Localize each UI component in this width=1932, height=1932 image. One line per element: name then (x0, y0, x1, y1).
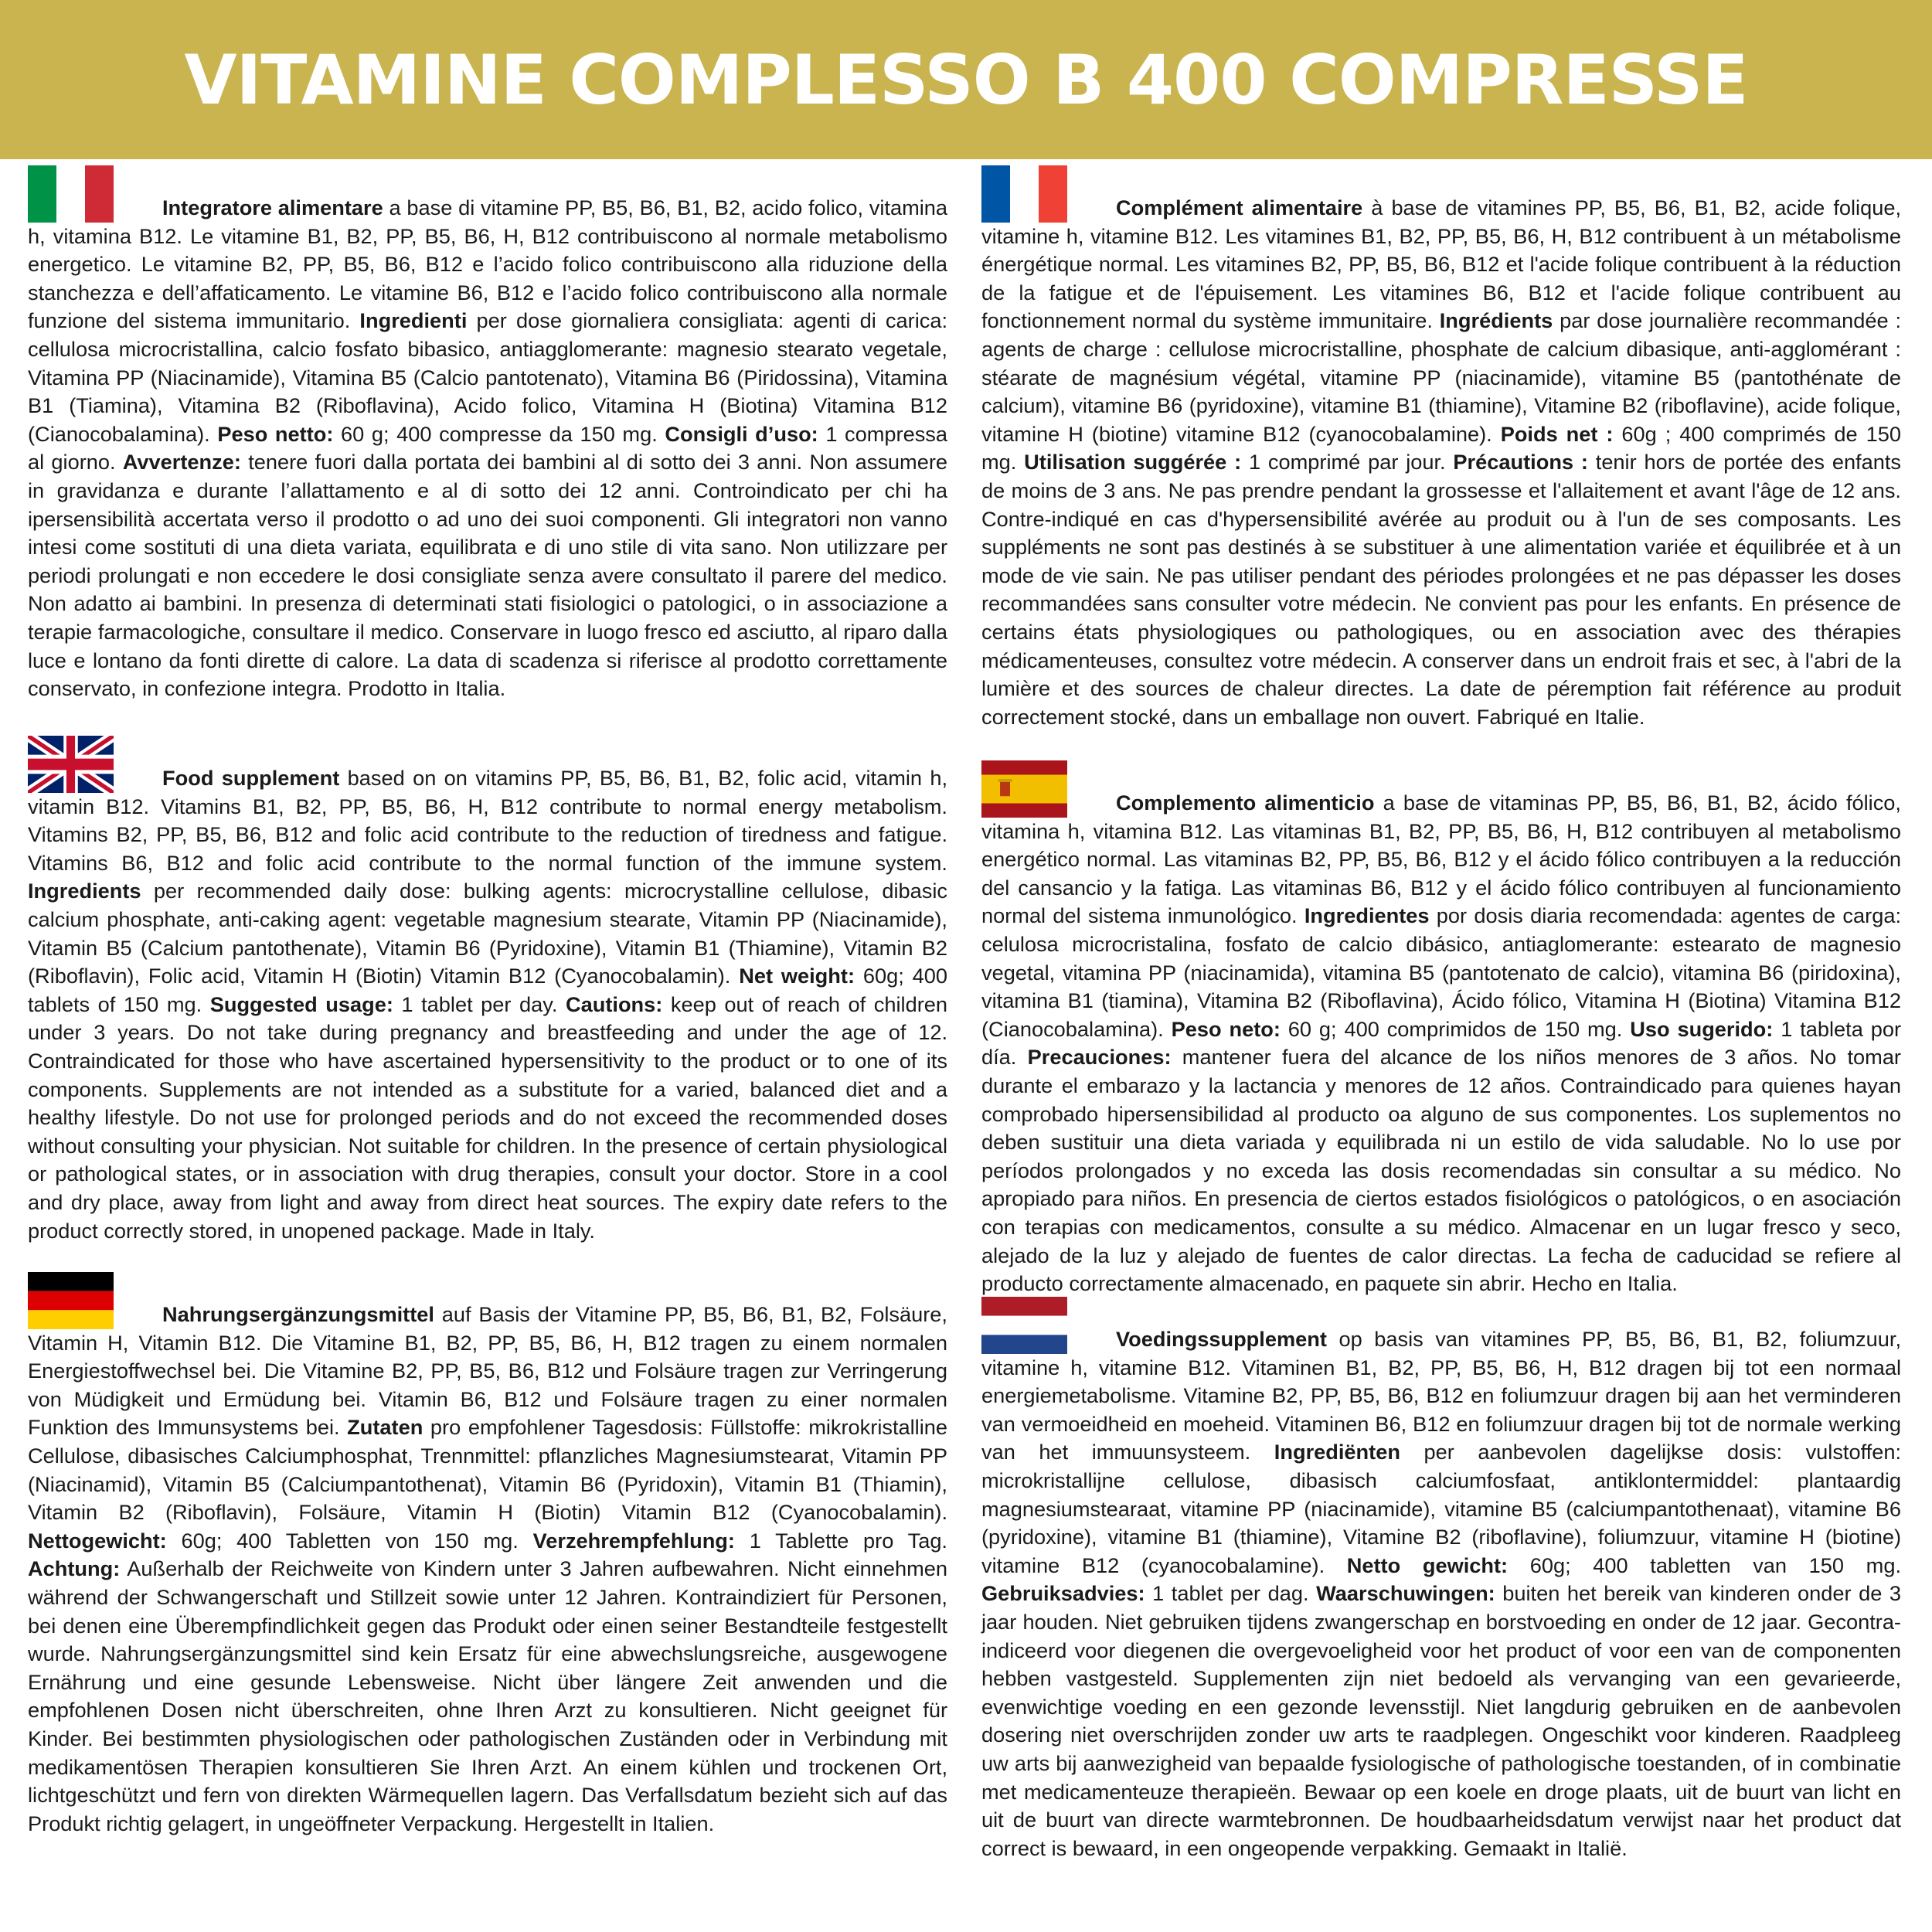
body-text: tenere fuori dalla portata dei bambini al di sotto dei 3 anni. Non assumere in gravidanza e durante l’allattamento e al di sotto dei 12 anni. Controindicato per chi ha ipersensibilità accertata verso il prodotto o ad uno dei suoi componenti. Gli integratori non vanno intesi come sostituti di una dieta variata, equilibrata e di uno stile di vita sano. Non utilizzare per periodi prolungati e non eccedere le dosi consigliate senza avere consultato il parere del medico. Non adatto ai bambini. In presenza di determinati stati fisiologici o patologici, o in associazione a terapie farmacologiche, consultare il medico. Conservare in luogo fresco ed asciutto, al riparo dalla luce e lontano da fonti dirette di calore. La data di scadenza si riferisce al prodotto correttamente conservato, in confezione integra. Prodotto in Italia. (28, 450, 947, 701)
germany-flag-icon (28, 1272, 114, 1329)
section-german (28, 1272, 947, 1838)
bold-heading: Waarschuwingen: (1316, 1581, 1495, 1606)
italian-text (28, 165, 947, 703)
bold-heading: Integratore alimentare (162, 196, 383, 219)
body-text: 1 tablet per day. (393, 992, 566, 1016)
bold-heading: Complément alimentaire (1116, 196, 1363, 219)
netherlands-flag-icon (981, 1297, 1067, 1354)
dutch-text (981, 1297, 1901, 1862)
spain-flag-icon (981, 760, 1067, 818)
body-text: auf Basis der Vitamine PP, B5, B6, B1, B2, Folsäure, Vitamin H, Vitamin B12. Die Vitamine B1, B2, PP, B5, B6, H, B12 tragen zu einem normalen Energiestoffwechsel bei. Die Vitamine B2, PP, B5, B6, B12 und Folsäure tragen zur Verringerung von Müdigkeit und Ermüdung bei. Vitamin B6, B12 und Folsäure tragen zu einer normalen Funktion des Immunsystems bei. (28, 1302, 947, 1440)
body-text: 1 comprimé par jour. (1241, 450, 1454, 474)
bold-heading: Poids net : (1500, 421, 1614, 446)
body-text: à base de vitamines PP, B5, B6, B1, B2, acide folique, vitamine h, vitamine B12. Les vitamines B1, B2, PP, B5, B6, H, B12 contribuent à un métabolisme énergétique normal. Les vitamines B2, PP, B5, B6, B12 et l'acide folique contribuent à la réduction de la fatigue et de l'épuisement. Les vitamines B6, B12 et l'acide folique contribuent au fonctionnement normal du système immunitaire. (981, 196, 1901, 333)
bold-heading: Peso neto: (1171, 1016, 1281, 1041)
body-text: based on on vitamins PP, B5, B6, B1, B2, folic acid, vitamin h, vitamin B12. Vitamins B1, B2, PP, B5, B6, H, B12 contribute to normal energy metabolism. Vitamins B2, PP, B5, B6, B12 and folic acid contribute to the reduction of tiredness and fatigue. Vitamins B6, B12 and folic acid contribute to the normal function of the immune system. (28, 766, 948, 875)
body-text: Außerhalb der Reichweite von Kindern unter 3 Jahren aufbewahren. Nicht einnehmen während der Schwangerschaft und Stillzeit sowie unter 12 Jahren. Kontraindiziert für Personen, bei denen eine Überempfindlichkeit gegen das Produkt oder einen seiner Bestandteile festgestellt wurde. Nahrungsergänzungsmittel sind kein Ersatz für eine abwechslungsreiche, ausgewogene Ernährung und eine gesunde Lebensweise. Nicht über längere Zeit anwenden und die empfohlenen Dosen nicht überschreiten, ohne Ihren Arzt zu konsultieren. Nicht geeignet für Kinder. Bei bestimmten physiologischen oder pathologischen Zuständen oder in Verbindung mit medikamentösen Therapien konsultieren Sie Ihren Arzt. An einem kühlen und trockenen Ort, lichtgeschützt und fern von direkten Wärmequellen lagern. Das Verfallsdatum bezieht sich auf das Produkt richtig gelagert, in ungeöffneter Verpackung. Hergestellt in Italien. (28, 1556, 947, 1835)
body-text: 60g; 400 Tabletten von 150 mg. (166, 1528, 533, 1553)
bold-heading: Utilisation suggérée : (1024, 450, 1242, 474)
body-text: tenir hors de portée des enfants de moins de 3 ans. Ne pas prendre pendant la grossesse et l'allaitement et avant l'âge de 12 ans. Contre-indiqué en cas d'hypersensibilité avérée au produit ou à l'un de ses composants. Les suppléments ne sont pas destinés à se substituer à une alimentation variée et équilibrée et à un mode de vie sain. Ne pas utiliser pendant des périodes prolongées et ne pas dépasser les doses recommandées sans consulter votre médecin. Ne convient pas pour les enfants. En présence de certains états physiologiques ou pathologiques, ou en association avec des thérapies médicamenteuses, consultez votre médecin. A conserver dans un endroit frais et sec, à l'abri de la lumière et des sources de chaleur directes. La date de péremption fait référence au produit correctement stocké, dans un emballage non ouvert. Fabriqué en Italie. (981, 450, 1902, 729)
body-text: 60g ; 400 comprimés de 150 mg. (981, 421, 1901, 474)
bold-heading: Ingredients (28, 879, 141, 903)
body-text: por dosis diaria recomendada: agentes de carga: celulosa microcristalina, fosfato de calcio dibásico, antiaglomerante: estearato de magnesio vegetal, vitamina PP (niacinamida), vitamina B5 (pantotenato de calcio), vitamina B6 (piridoxina), vitamina B1 (tiamina), Vitamina B2 (Riboflavina), Ácido fólico, Vitamina H (Biotina) Vitamina B12 (Cianocobalamina). (981, 903, 1901, 1041)
body-text: pro empfohlener Tagesdosis: Füllstoffe: mikrokristalline Cellulose, dibasisches Calciumphosphat, Trennmittel: pflanzliches Magnesiumstearat, Vitamin PP (Niacinamid), Vitamin B5 (Calciumpantothenat), Vitamin B6 (Pyridoxin), Vitamin B1 (Thiamin), Vitamin B2 (Riboflavin), Folsäure, Vitamin H (Biotin) Vitamin B12 (Cyanocobalamin). (28, 1415, 947, 1525)
body-text: per dose giornaliera consigliata: agenti di carica: cellulosa microcristallina, calcio fosfato bibasico, antiagglomerante: magnesio stearato vegetale, Vitamina PP (Niacinamide), Vitamina B5 (Calcio pantotenato), Vitamina B6 (Piridossina), Vitamina B1 (Tiamina), Vitamina B2 (Riboflavina), Acido folico, Vitamina H (Biotina) Vitamina B12 (Cianocobalamina). (28, 308, 947, 446)
page-title: VITAMINE COMPLESSO B 400 COMPRESSE (184, 39, 1748, 120)
uk-flag-icon (28, 736, 114, 793)
body-text: op basis van vitamines PP, B5, B6, B1, B2, foliumzuur, vitamine h, vitamine B12. Vitaminen B1, B2, PP, B5, B6, H, B12 dragen bij tot een normaal energiemetabolisme. Vitamine B2, PP, B5, B6, B12 en foliumzuur dragen bij aan het verminderen van vermoeidheid en moeheid. Vitaminen B6, B12 en foliumzuur dragen bij tot de normale werking van het immuunsysteem. (981, 1327, 1901, 1464)
body-text: 1 Tablette pro Tag. (734, 1528, 947, 1553)
bold-heading: Suggested usage: (209, 992, 393, 1016)
body-text: keep out of reach of children under 3 years. Do not take during pregnancy and breastfeeding and under the age of 12. Contraindicated for those who have ascertained hypersensitivity to the product or to one of its components. Supplements are not intended as a substitute for a varied, balanced diet and a healthy lifestyle. Do not use for prolonged periods and do not exceed the recommended doses without consulting your physician. Not suitable for children. In the presence of certain physiological or pathological states, or in association with drug therapies, consult your doctor. Store in a cool and dry place, away from light and away from direct heat sources. The expiry date refers to the product correctly stored, in unopened package. Made in Italy. (28, 992, 947, 1243)
body-text: per aanbevolen dagelijkse dosis: vulstoffen: microkristallijne cellulose, dibasisch calciumfosfaat, antiklontermiddel: plantaardig magnesiumstearaat, vitamine PP (niacinamide), vitamine B5 (calciumpantothenaat), vitamine B6 (pyridoxine), vitamine B1 (thiamine), Vitamine B2 (riboflavine), foliumzuur, vitamine H (biotine) vitamine B12 (cyanocobalamine). (981, 1440, 1901, 1577)
bold-heading: Nahrungsergänzungsmittel (162, 1302, 434, 1326)
bold-heading: Voedingssupplement (1116, 1327, 1327, 1351)
german-text (28, 1272, 947, 1838)
bold-heading: Nettogewicht: (28, 1528, 167, 1553)
bold-heading: Achtung: (28, 1556, 121, 1581)
bold-heading: Ingrediënten (1274, 1440, 1400, 1464)
bold-heading: Food supplement (162, 766, 340, 790)
body-text: 60g; 400 tabletten van 150 mg. (1508, 1553, 1901, 1577)
bold-heading: Ingredientes (1304, 903, 1430, 928)
bold-heading: Complemento alimenticio (1116, 791, 1375, 815)
spanish-text (981, 760, 1901, 1298)
bold-heading: Peso netto: (217, 421, 334, 446)
bold-heading: Net weight: (739, 964, 855, 988)
section-french (981, 165, 1901, 760)
body-text: 1 tablet per dag. (1145, 1581, 1317, 1606)
body-text: par dose journalière recommandée : agents de charge : cellulose microcristalline, phosphate de calcium dibasique, anti-agglomérant : stéarate de magnésium végétal, vitamine PP (niacinamide), vitamine B5 (pantothénate de calcium), vitamine B6 (pyridoxine), vitamine B1 (thiamine), Vitamine B2 (riboflavine), acide folique, vitamine H (biotine) vitamine B12 (cyanocobalamine). (981, 308, 1902, 446)
bold-heading: Ingrédients (1439, 308, 1553, 333)
bold-heading: Avvertenze: (122, 450, 241, 474)
body-text: a base di vitamine PP, B5, B6, B1, B2, acido folico, vitamina h, vitamina B12. Le vitamine B1, B2, PP, B5, B6, H, B12 contribuiscono al normale metabolismo energetico. Le vitamine B2, PP, B5, B6, B12 e l’acido folico contribuiscono alla riduzione della stanchezza e dell’affaticamento. Le vitamine B6, B12 e l’acido folico contribuiscono alla normale funzione del sistema immunitario. (28, 196, 948, 333)
bold-heading: Cautions: (565, 992, 663, 1016)
section-italian (28, 165, 947, 736)
body-text: a base de vitaminas PP, B5, B6, B1, B2, ácido fólico, vitamina h, vitamina B12. Las vitaminas B1, B2, PP, B5, B6, H, B12 contribuyen al metabolismo energético normal. Las vitaminas B2, PP, B5, B6, B12 y el ácido fólico contribuyen a la reducción del cansancio y la fatiga. Las vitaminas B6, B12 y el ácido fólico contribuyen al funcionamiento normal del sistema inmunológico. (981, 791, 1901, 928)
body-text: mantener fuera del alcance de los niños menores de 3 años. No tomar durante el embarazo y la lactancia y menores de 12 años. Contraindicado para quienes hayan comprobado hipersensibilidad al producto oa alguno de sus componentes. Los suplementos no deben sustituir una dieta variada y equilibrada ni un estilo de vida saludable. No lo use por períodos prolongados y no exceda las dosis recomendadas sin consultar a su médico. No apropiado para niños. En presencia de ciertos estados fisiológicos o patológicos, o en asociación con terapias con medicamentos, consulte a su médico. Almacenar en un lugar fresco y seco, alejado de la luz y alejado de fuentes de calor directas. La fecha de caducidad se refiere al producto correctamente almacenado, en paquete sin abrir. Hecho en Italia. (981, 1045, 1901, 1296)
bold-heading: Consigli d’uso: (665, 421, 818, 446)
italy-flag-icon (28, 165, 114, 223)
section-english (28, 736, 947, 1272)
body-text: 60g; 400 tablets of 150 mg. (28, 964, 948, 1016)
bold-heading: Précautions : (1453, 450, 1588, 474)
bold-heading: Uso sugerido: (1630, 1016, 1774, 1041)
right-column (981, 165, 1901, 1932)
bold-heading: Verzehrempfehlung: (532, 1528, 735, 1553)
body-text: buiten het bereik van kinderen onder de 3 jaar houden. Niet gebruiken tijdens zwangerschap en borstvoeding en onder de 12 jaar. Gecontra-indiceerd voor diegenen die overgevoeligheid voor het product of voor een van de componenten hebben vastgesteld. Supplementen zijn niet bedoeld als vervanging van een gevarieerde, evenwichtige voeding en een gezonde levensstijl. Niet langdurig gebruiken en de aanbevolen dosering niet overschrijden zonder uw arts te raadplegen. Ongeschikt voor kinderen. Raadpleeg uw arts bij aanwezigheid van bepaalde fysiologische of pathologische toestanden, of in combinatie met medicamenteuze therapieën. Bewaar op een koele en droge plaats, uit de buurt van licht en uit de buurt van directe warmtebronnen. De houdbaarheidsdatum verwijst naar het product dat correct is bewaard, in een ongeopende verpakking. Gemaakt in Italië. (981, 1581, 1901, 1860)
france-flag-icon (981, 165, 1067, 223)
body-text: 1 compressa al giorno. (28, 421, 948, 474)
left-column (28, 165, 947, 1932)
bold-heading: Gebruiksadvies: (981, 1581, 1145, 1606)
section-spanish (981, 760, 1901, 1297)
title-banner (0, 0, 1932, 159)
bold-heading: Netto gewicht: (1346, 1553, 1509, 1577)
french-text (981, 165, 1901, 731)
english-text (28, 736, 947, 1245)
body-text: 60 g; 400 comprimidos de 150 mg. (1280, 1016, 1631, 1041)
bold-heading: Zutaten (347, 1415, 423, 1440)
section-dutch (981, 1297, 1901, 1862)
bold-heading: Ingredienti (359, 308, 468, 333)
bold-heading: Precauciones: (1027, 1045, 1172, 1070)
body-text: 60 g; 400 compresse da 150 mg. (333, 421, 665, 446)
body-text: 1 tableta por día. (981, 1016, 1901, 1070)
body-text: per recommended daily dose: bulking agents: microcrystalline cellulose, dibasic calcium phosphate, anti-caking agent: vegetable magnesium stearate, Vitamin PP (Niacinamide), Vitamin B5 (Calcium pantothenate), Vitamin B6 (Pyridoxine), Vitamin B1 (Thiamine), Vitamin B2 (Riboflavin), Folic acid, Vitamin H (Biotin) Vitamin B12 (Cyanocobalamin). (28, 879, 947, 988)
